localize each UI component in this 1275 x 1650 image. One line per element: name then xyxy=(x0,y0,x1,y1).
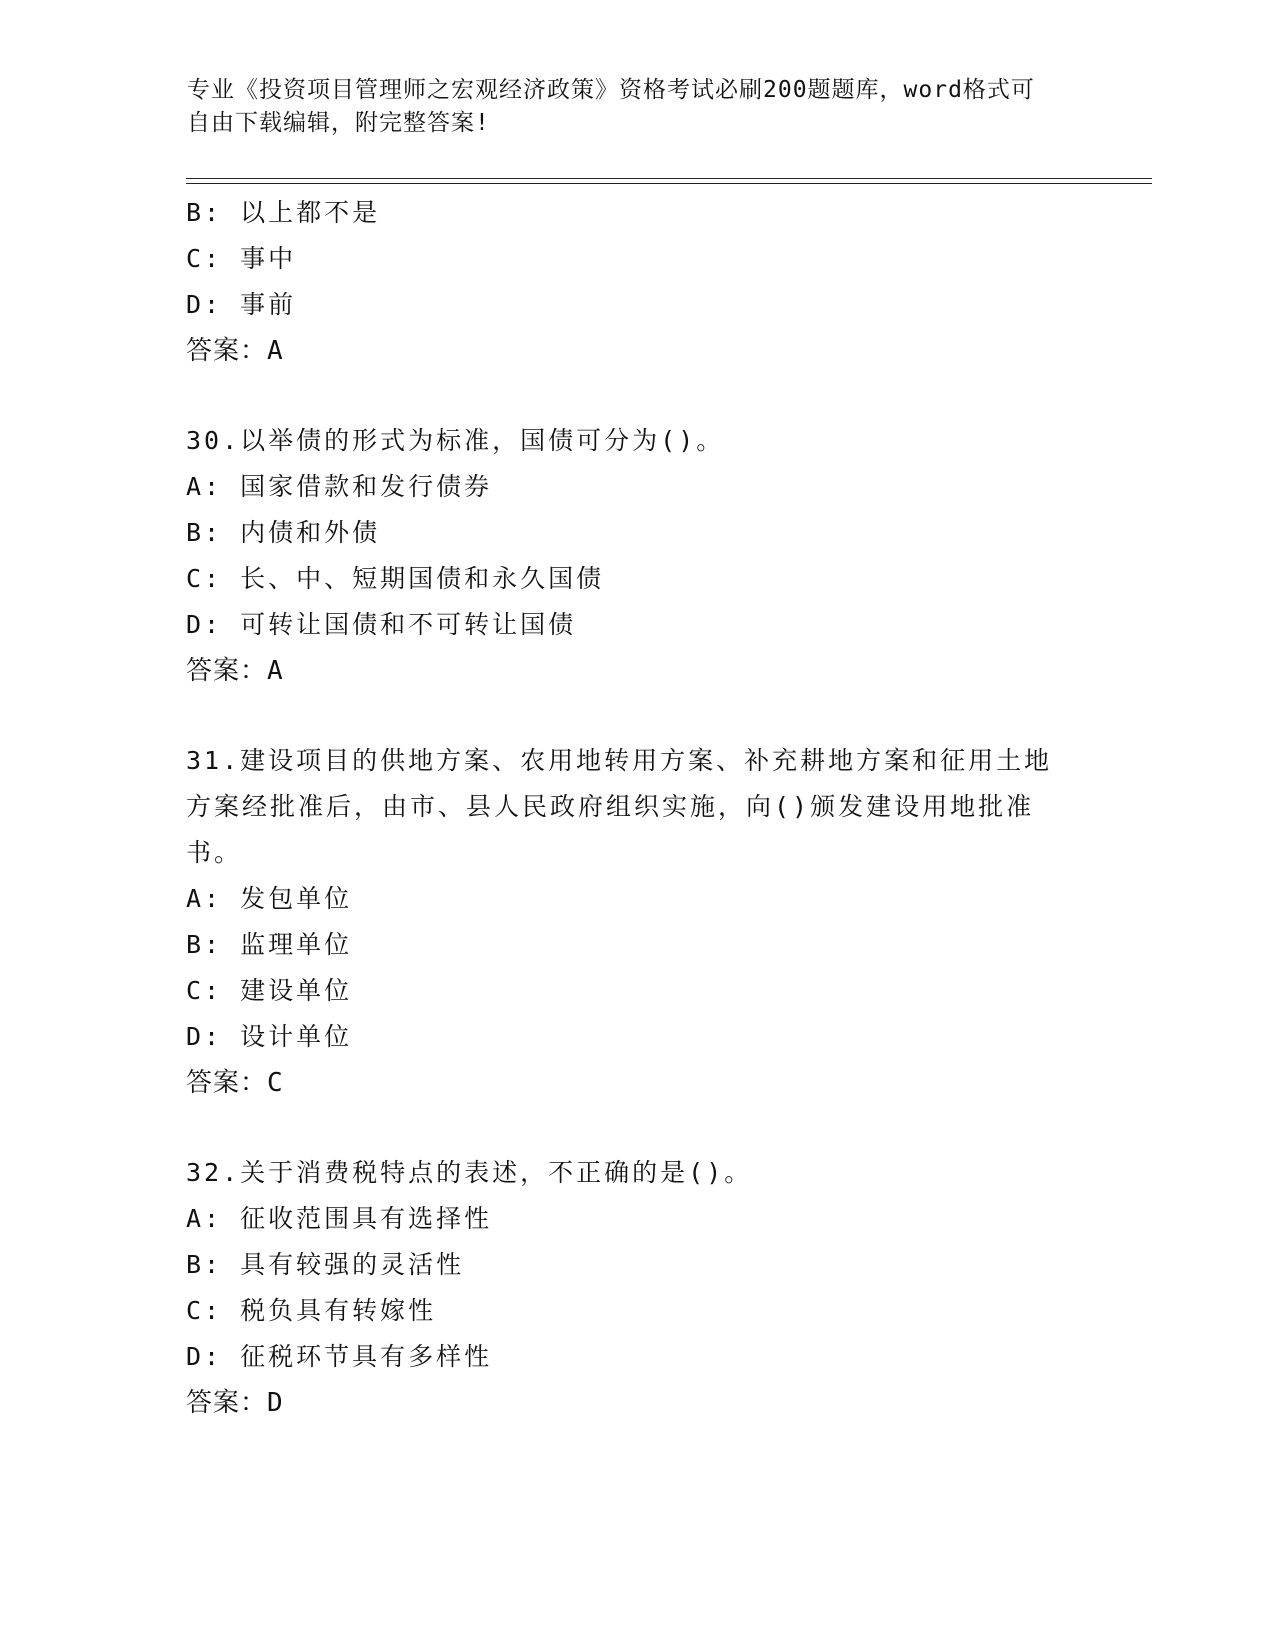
question-stem-line-3: 书。 xyxy=(186,838,243,867)
question-stem-line-2: 方案经批准后，由市、县人民政府组织实施，向()颁发建设用地批准 xyxy=(186,792,1035,821)
answer-line xyxy=(186,328,1086,374)
answer-label: 答案： xyxy=(186,1388,268,1418)
answer-label: 答案： xyxy=(186,656,268,686)
question-stem-line-1: 31.建设项目的供地方案、农用地转用方案、补充耕地方案和征用土地 xyxy=(186,746,1053,775)
option-b: B: 内债和外债 xyxy=(186,518,381,547)
option-d: D: 征税环节具有多样性 xyxy=(186,1342,493,1371)
option-d: D: 设计单位 xyxy=(186,1022,353,1051)
answer-value: A xyxy=(267,336,284,366)
option-c: C: 事中 xyxy=(186,244,297,273)
option-a: A: 征收范围具有选择性 xyxy=(186,1204,493,1233)
question-list xyxy=(186,190,1086,1426)
question-block-prev xyxy=(186,190,1086,374)
question-stem: 30.以举债的形式为标准，国债可分为()。 xyxy=(186,426,725,455)
document-header xyxy=(187,74,1087,140)
option-c: C: 长、中、短期国债和永久国债 xyxy=(186,564,605,593)
option-a: A: 国家借款和发行债券 xyxy=(186,472,493,501)
option-c: C: 税负具有转嫁性 xyxy=(186,1296,437,1325)
header-rule-top xyxy=(186,178,1152,179)
answer-value: A xyxy=(267,656,284,686)
answer-label: 答案： xyxy=(186,1068,268,1098)
question-block-31 xyxy=(186,738,1086,1106)
option-d: D: 可转让国债和不可转让国债 xyxy=(186,610,577,639)
question-block-32 xyxy=(186,1150,1086,1426)
answer-value: D xyxy=(267,1388,284,1418)
option-c: C: 建设单位 xyxy=(186,976,353,1005)
answer-line xyxy=(186,1060,1086,1106)
option-d: D: 事前 xyxy=(186,290,297,319)
answer-line xyxy=(186,648,1086,694)
answer-label: 答案： xyxy=(186,336,268,366)
header-line-2: 自由下载编辑，附完整答案! xyxy=(187,110,490,136)
answer-line xyxy=(186,1380,1086,1426)
question-block-30 xyxy=(186,418,1086,694)
option-b: B: 以上都不是 xyxy=(186,198,381,227)
header-line-1: 专业《投资项目管理师之宏观经济政策》资格考试必刷200题题库，word格式可 xyxy=(187,77,1035,103)
header-rule-bottom xyxy=(186,183,1152,184)
option-b: B: 监理单位 xyxy=(186,930,353,959)
option-b: B: 具有较强的灵活性 xyxy=(186,1250,465,1279)
question-stem: 32.关于消费税特点的表述，不正确的是()。 xyxy=(186,1158,753,1187)
option-a: A: 发包单位 xyxy=(186,884,353,913)
answer-value: C xyxy=(267,1068,284,1098)
